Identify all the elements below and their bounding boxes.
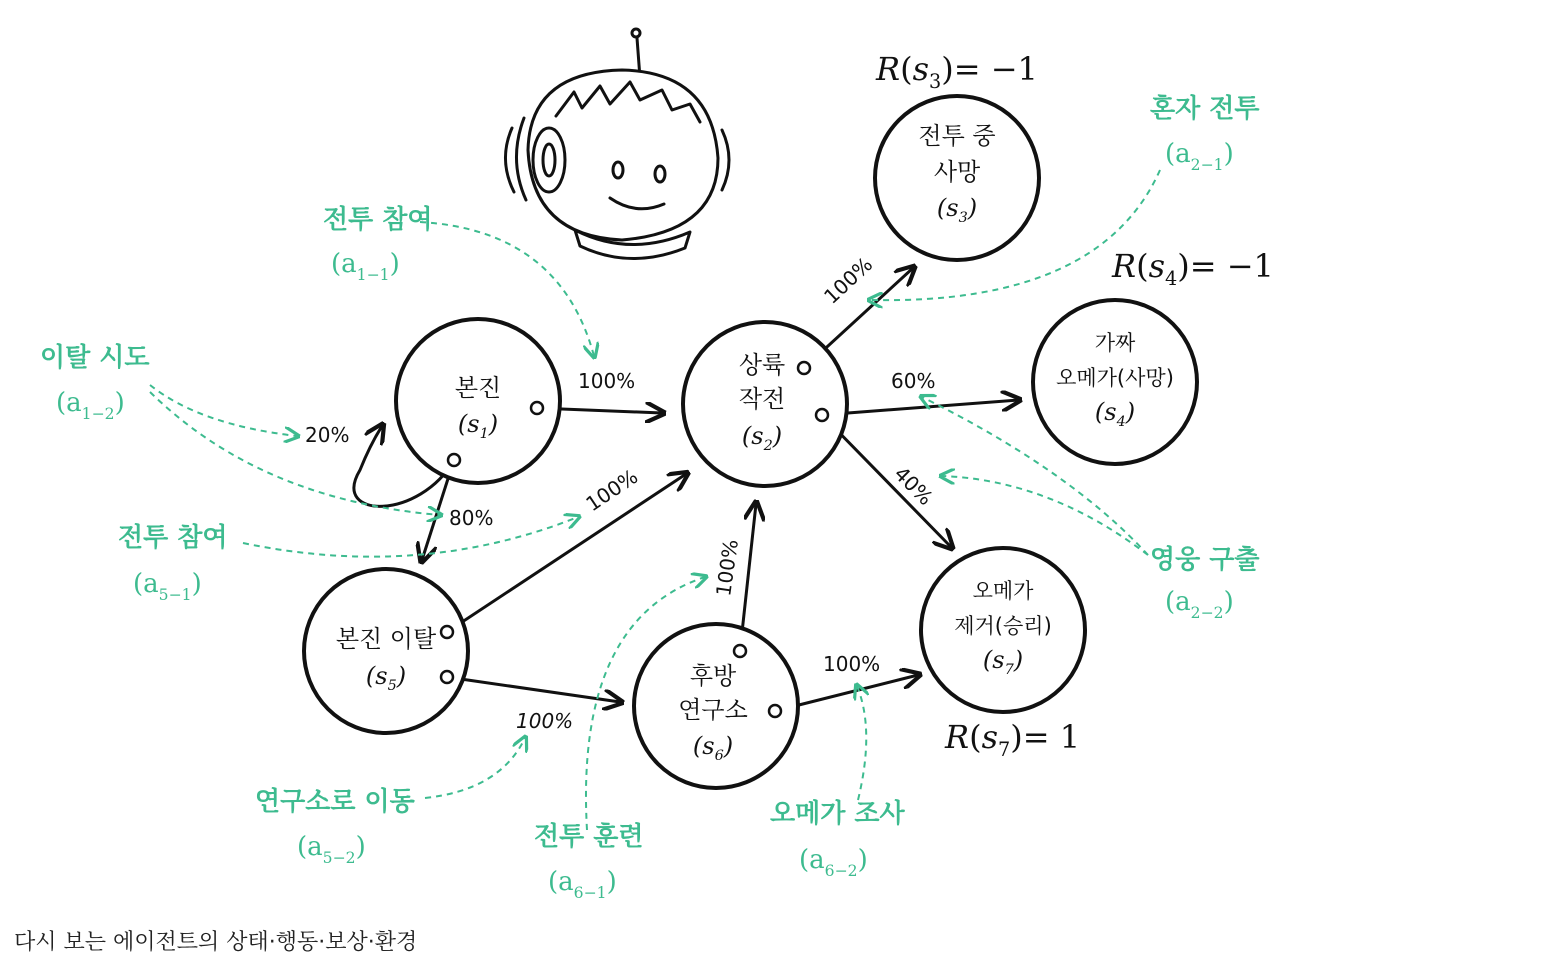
state-s1-symbol: $(s_1)$ bbox=[457, 410, 499, 442]
state-s7-line2: 제거(승리) bbox=[954, 614, 1052, 638]
action-a5-2-name: 연구소로 이동 bbox=[255, 787, 415, 817]
prob-s2-s4: 60% bbox=[891, 369, 936, 393]
action-a1-2-name: 이탈 시도 bbox=[40, 343, 150, 373]
state-s6-symbol: $(s_6)$ bbox=[692, 732, 734, 764]
state-s5-label: 본진 이탈 bbox=[335, 625, 437, 653]
state-s3-line2: 사망 bbox=[933, 158, 981, 186]
state-s4 bbox=[1033, 300, 1197, 464]
action-a1-1-symbol: $(a_{1-1})$ bbox=[331, 249, 400, 284]
edge-s2-s4 bbox=[822, 400, 1018, 415]
state-s4-line1: 가짜 bbox=[1094, 331, 1136, 355]
action-a5-2-symbol: $(a_{5-2})$ bbox=[297, 832, 366, 867]
state-s3 bbox=[875, 96, 1039, 260]
action-a5-2 bbox=[255, 786, 416, 867]
action-a5-1 bbox=[118, 522, 228, 604]
action-a2-1-name: 혼자 전투 bbox=[1150, 94, 1260, 124]
state-s2 bbox=[683, 322, 847, 486]
prob-s6-s7: 100% bbox=[823, 652, 881, 676]
state-s6-line1: 후방 bbox=[689, 662, 737, 690]
state-s2-symbol: $(s_2)$ bbox=[741, 422, 783, 454]
state-s2-line2: 작전 bbox=[738, 385, 786, 413]
action-a5-1-name: 전투 참여 bbox=[118, 523, 228, 553]
action-a2-2-symbol: $(a_{2-2})$ bbox=[1165, 587, 1234, 622]
state-s3-line1: 전투 중 bbox=[918, 122, 996, 150]
state-s4-symbol: $(s_4)$ bbox=[1094, 398, 1136, 430]
edge-s5-s2 bbox=[447, 474, 686, 632]
action-a2-2 bbox=[1150, 544, 1260, 622]
prob-s2-s3: 100% bbox=[819, 252, 878, 309]
state-s2-line1: 상륙 bbox=[738, 351, 786, 379]
action-a1-2-symbol: $(a_{1-2})$ bbox=[56, 388, 125, 423]
action-a5-1-symbol: $(a_{5-1})$ bbox=[133, 569, 202, 604]
figure-caption: 다시 보는 에이전트의 상태·행동·보상·환경 bbox=[14, 930, 418, 955]
action-a2-2-name: 영웅 구출 bbox=[1150, 545, 1260, 575]
edge-s5-s6 bbox=[447, 677, 620, 702]
prob-s5-s6: 100% bbox=[516, 709, 574, 733]
state-s7 bbox=[921, 548, 1085, 712]
prob-s6-s2: 100% bbox=[711, 537, 743, 598]
prob-s1-self: 20% bbox=[305, 423, 350, 447]
state-s4-line2: 오메가(사망) bbox=[1056, 366, 1174, 390]
action-a6-1 bbox=[534, 821, 644, 902]
prob-s1-s5: 80% bbox=[449, 506, 494, 530]
reward-s4: $R(s_4)= -1$ bbox=[1112, 247, 1274, 290]
state-s5 bbox=[304, 569, 468, 733]
reward-s7: $R(s_7)= 1$ bbox=[945, 718, 1081, 761]
prob-s2-s7: 40% bbox=[889, 461, 938, 510]
action-a1-1 bbox=[323, 204, 433, 284]
reward-s3: $R(s_3)= -1$ bbox=[876, 50, 1038, 93]
prob-s1-s2: 100% bbox=[578, 369, 636, 393]
action-a6-1-symbol: $(a_{6-1})$ bbox=[548, 867, 617, 902]
prob-s5-s2: 100% bbox=[581, 464, 643, 517]
state-s3-symbol: $(s_3)$ bbox=[936, 194, 978, 226]
state-s1-label: 본진 bbox=[454, 374, 502, 402]
action-a2-1 bbox=[1150, 93, 1260, 174]
action-a1-2 bbox=[40, 342, 150, 423]
action-a6-2-symbol: $(a_{6-2})$ bbox=[799, 845, 868, 880]
action-a6-2-name: 오메가 조사 bbox=[770, 799, 905, 829]
state-s7-symbol: $(s_7)$ bbox=[982, 646, 1024, 678]
action-a6-1-name: 전투 훈련 bbox=[534, 822, 644, 852]
state-s5-symbol: $(s_5)$ bbox=[365, 662, 407, 694]
action-a1-1-name: 전투 참여 bbox=[323, 205, 433, 235]
state-s6-line2: 연구소 bbox=[678, 696, 748, 724]
action-a6-2 bbox=[770, 798, 906, 880]
robot-icon bbox=[505, 29, 729, 259]
action-a2-1-symbol: $(a_{2-1})$ bbox=[1165, 139, 1234, 174]
state-s7-line1: 오메가 bbox=[972, 579, 1034, 603]
